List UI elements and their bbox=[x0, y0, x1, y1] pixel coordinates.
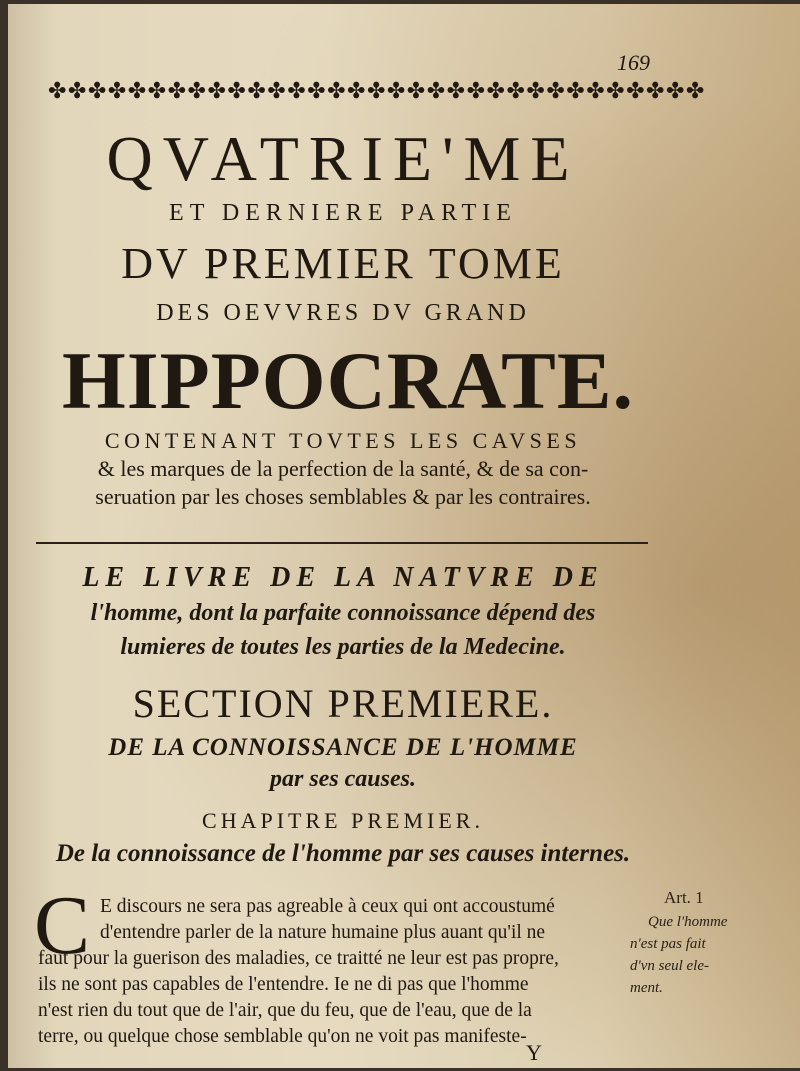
section-subtitle-1: DE LA CONNOISSANCE DE L'HOMME bbox=[108, 734, 578, 761]
book-title-line-3: lumieres de toutes les parties de la Medecine. bbox=[120, 634, 566, 660]
margin-article: Art. 1 bbox=[664, 888, 704, 907]
title-line-6: CONTENANT TOVTES LES CAVSES bbox=[104, 428, 582, 453]
section-heading: SECTION PREMIERE. bbox=[132, 681, 554, 726]
signature-mark: Y bbox=[526, 1040, 542, 1065]
title-line-5: HIPPOCRATE. bbox=[61, 335, 635, 426]
book-title-line-1: LE LIVRE DE LA NATVRE DE bbox=[82, 562, 604, 593]
body-line-3: faut pour la guerison des maladies, ce traitté ne leur est pas propre, bbox=[38, 948, 559, 969]
book-title-line-2: l'homme, dont la parfaite connoissance dépend des bbox=[90, 600, 596, 626]
body-line-1: E discours ne sera pas agreable à ceux qui ont accoustumé bbox=[100, 896, 555, 917]
margin-note-line-3: d'vn seul ele- bbox=[630, 958, 710, 974]
book-page bbox=[8, 4, 800, 1068]
chapter-subtitle: De la connoissance de l'homme par ses causes internes. bbox=[55, 840, 631, 867]
margin-note-line-4: ment. bbox=[630, 980, 663, 996]
body-line-2: d'entendre parler de la nature humaine plus auant qu'il ne bbox=[100, 922, 546, 943]
section-subtitle-2: par ses causes. bbox=[269, 766, 416, 792]
drop-cap: C bbox=[34, 879, 91, 972]
page-number: 169 bbox=[617, 50, 650, 75]
divider-rule bbox=[36, 542, 648, 544]
body-line-4: ils ne sont pas capables de l'entendre. Ie ne di pas que l'homme bbox=[38, 974, 529, 995]
body-line-5: n'est rien du tout que de l'air, que du feu, que de l'eau, que de la bbox=[38, 1000, 532, 1021]
title-line-2: ET DERNIERE PARTIE bbox=[169, 200, 517, 226]
title-line-1: QVATRIE'ME bbox=[106, 123, 580, 194]
chapter-heading: CHAPITRE PREMIER. bbox=[202, 808, 484, 833]
margin-note-line-1: Que l'homme bbox=[648, 914, 728, 930]
title-line-4: DES OEVVRES DV GRAND bbox=[156, 300, 530, 326]
body-line-6: terre, ou quelque chose semblable qu'on ne voit pas manifeste- bbox=[38, 1026, 527, 1047]
margin-note-line-2: n'est pas fait bbox=[630, 936, 706, 952]
title-line-8: seruation par les choses semblables & par les contraires. bbox=[95, 484, 591, 509]
title-line-3: DV PREMIER TOME bbox=[121, 239, 565, 288]
title-line-7: & les marques de la perfection de la santé, & de sa con- bbox=[97, 456, 589, 481]
ornamental-border: ✤✤✤✤✤✤✤✤✤✤✤✤✤✤✤✤✤✤✤✤✤✤✤✤✤✤✤✤✤✤✤✤✤ bbox=[48, 78, 706, 103]
